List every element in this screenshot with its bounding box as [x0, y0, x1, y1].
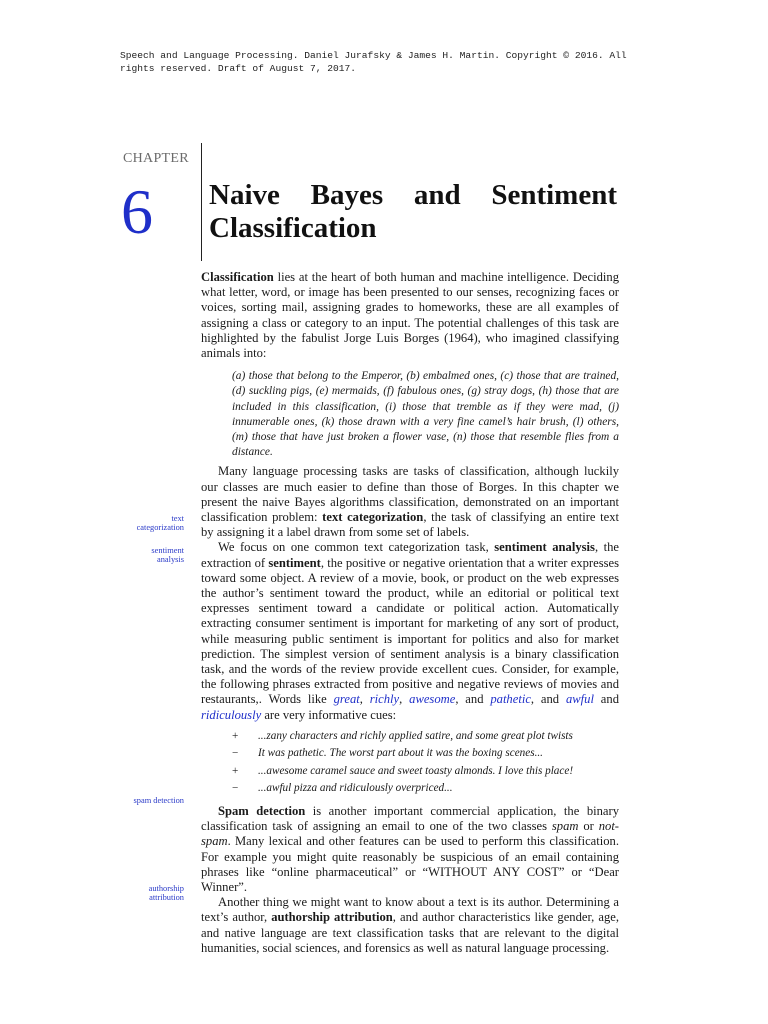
paragraph-text: We focus on one common text categorization task, [218, 540, 495, 555]
cue-item [232, 745, 619, 763]
intro-paragraph-text: lies at the heart of both human and machine intelligence. Deciding what letter, word, or image has been presented to our senses, recognizing faces or voices, sorting mail, assigning grades to homeworks, these are all examples of assigning a class or category to an input. The potential challenges of this task are highlighted by the fabulist Jorge Luis Borges (1964), who imagined classifying animals into: [201, 270, 619, 361]
class-not-spam: not-spam [201, 819, 620, 849]
paragraph-spam-detection [201, 804, 619, 895]
cue-word-awful: awful [565, 692, 594, 707]
term-authorship-attribution: authorship attribution [271, 910, 393, 925]
paragraph-text: , and author characteristics like gender, age, and native language are text classification tasks that are relevant to the digital humanities, social sciences, and forensics as well as natural language processing. [201, 910, 619, 955]
polarity-sign: − [232, 747, 239, 760]
review-cue-list [232, 728, 619, 798]
paragraph-text: , the task of classifying an entire text by assigning it a label drawn from some set of labels. [201, 510, 620, 540]
running-header: Speech and Language Processing. Daniel Jurafsky & James H. Martin. Copyright © 2016. All rights reserved. Draft of August 7, 2017. [120, 50, 627, 74]
class-spam: spam [551, 819, 579, 834]
chapter-title: Naive Bayes and Sentiment Classification [209, 179, 617, 244]
paragraph-text: Many language processing tasks are tasks of classification, although luckily our classes are much easier to define than those of Borges. In this chapter we present the naive Bayes algorithms classification, demonstrated on an important classification problem: [201, 464, 619, 525]
cue-word-awesome: awesome [409, 692, 456, 707]
cue-item [232, 728, 619, 746]
paragraph-text: . Many lexical and other features can be used to perform this classification. For example you might quite reasonably be suspicious of an email containing phrases like “online pharmaceutical” or “WITHOUT ANY COST” or “Dear Winner”. [201, 834, 619, 894]
polarity-sign: + [232, 729, 239, 742]
main-text-column [201, 270, 619, 956]
intro-paragraph [201, 270, 619, 361]
paragraph-text: is another important commercial application, the binary classification task of assigning an email to one of the two classes [201, 803, 619, 834]
term-sentiment: sentiment [268, 555, 321, 570]
cue-word-pathetic: pathetic [490, 692, 531, 707]
margin-note-text-categorization: text categorization [136, 514, 184, 533]
separator: , [399, 692, 410, 707]
cue-item [232, 763, 619, 781]
chapter-label: CHAPTER [123, 151, 189, 166]
cue-text: It was pathetic. The worst part about it was the boxing scenes... [258, 747, 543, 760]
chapter-number: 6 [121, 176, 153, 247]
paragraph-text: , the positive or negative orientation that a writer expresses toward some object. A review of a movie, book, or product on the web expresses the author’s sentiment toward the product, while an editorial or political text expresses sentiment toward a candidate or political action. Automatically extracting consumer sentiment is important for marketing of any sort of product, while measuring public sentiment is important for politics and also for market prediction. The simplest version of sentiment analysis is a binary classification task, and the words of the review provide excellent cues. Consider, for example, the following phrases extracted from positive and negative reviews of movies and restaurants,. Words like [201, 555, 619, 707]
polarity-sign: − [232, 782, 239, 795]
borges-quote: (a) those that belong to the Emperor, (b) embalmed ones, (c) those that are trained, (d) suckling pigs, (e) mermaids, (f) fabulous ones, (g) stray dogs, (h) those that are included in this classification, (i) those that tremble as if they were mad, (j) innumerable ones, (k) those drawn with a very fine camel’s hair brush, (l) others, (m) those that have just broken a flower vase, (n) those that resemble flies from a distance. [232, 370, 619, 459]
paragraph-text: Another thing we might want to know about a text is its author. Determining a text’s author, [201, 895, 619, 925]
margin-note-spam-detection: spam detection [133, 796, 184, 805]
separator: , and [530, 692, 566, 707]
chapter-divider [201, 143, 202, 261]
margin-note-sentiment-analysis: sentiment analysis [151, 546, 184, 565]
term-classification: Classification [201, 270, 274, 284]
paragraph-text: , the extraction of [201, 540, 619, 570]
cue-text: ...zany characters and richly applied satire, and some great plot twists [258, 729, 573, 742]
paragraph-text-categorization [201, 464, 619, 540]
margin-note-authorship-attribution: authorship attribution [148, 884, 184, 903]
cue-word-ridiculously: ridiculously [201, 707, 262, 722]
cue-word-great: great [333, 692, 360, 707]
paragraph-authorship [201, 895, 619, 956]
separator: , [359, 692, 370, 707]
paragraph-sentiment-analysis [201, 540, 619, 722]
separator: and [593, 692, 619, 707]
term-sentiment-analysis: sentiment analysis [494, 540, 595, 555]
cue-item [232, 780, 619, 798]
cue-word-richly: richly [369, 692, 400, 707]
polarity-sign: + [232, 764, 239, 777]
cue-text: ...awful pizza and ridiculously overpriced... [258, 782, 453, 795]
term-text-categorization: text categorization [322, 510, 424, 525]
term-spam-detection: Spam detection [218, 803, 306, 818]
cue-text: ...awesome caramel sauce and sweet toasty almonds. I love this place! [258, 764, 574, 777]
separator: or [578, 819, 599, 834]
separator: , and [455, 692, 491, 707]
paragraph-text: are very informative cues: [261, 707, 397, 722]
